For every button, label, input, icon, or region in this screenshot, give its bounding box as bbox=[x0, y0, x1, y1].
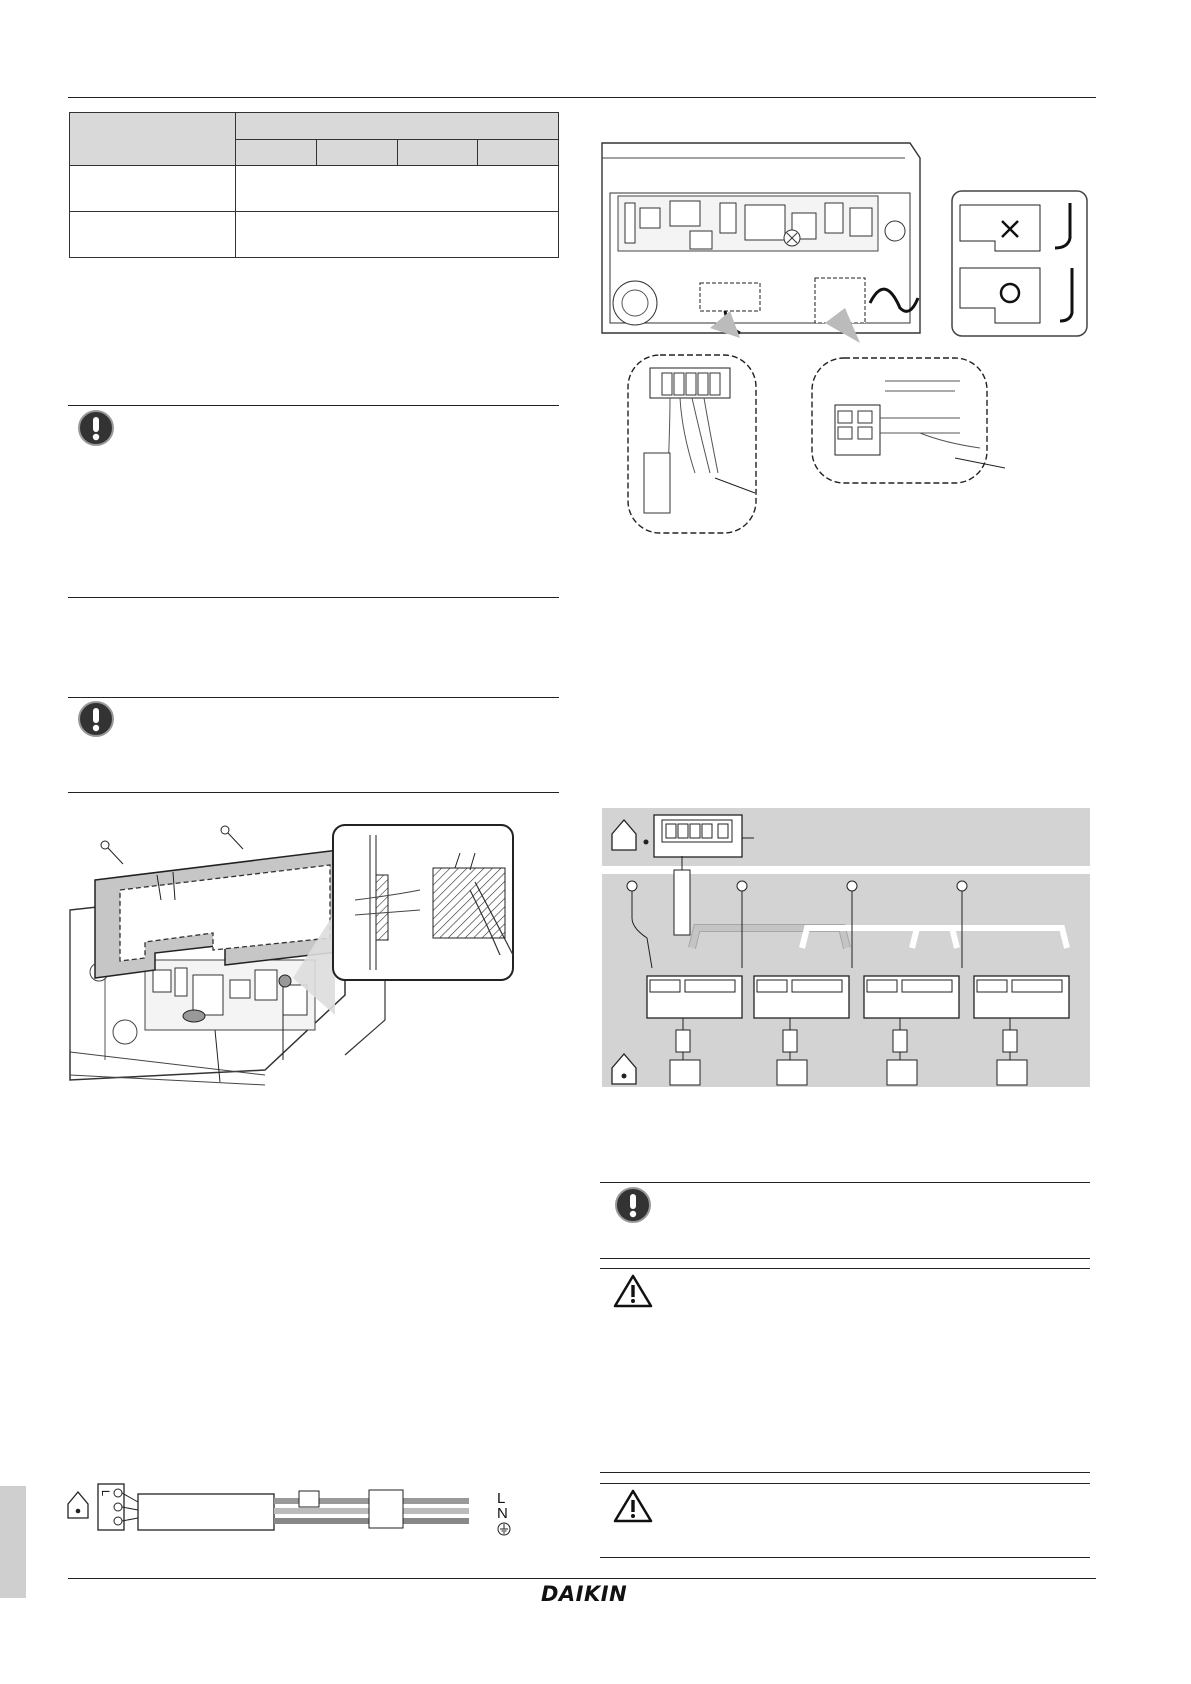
house-icon bbox=[68, 1492, 88, 1518]
notice-rule bbox=[68, 697, 559, 698]
svg-text:L: L bbox=[99, 1490, 111, 1497]
spec-table-col-header bbox=[397, 140, 478, 166]
spec-table-corner-header bbox=[70, 113, 236, 166]
notice-rule bbox=[600, 1182, 1090, 1183]
caution-triangle-icon bbox=[613, 1488, 653, 1524]
exclamation-circle-icon bbox=[77, 700, 115, 738]
switch-box-cover-illustration bbox=[65, 820, 565, 1085]
notice-rule bbox=[600, 1472, 1090, 1473]
footer-rule bbox=[68, 1578, 1096, 1579]
header-rule bbox=[68, 97, 1096, 98]
exclamation-circle-icon bbox=[614, 1186, 652, 1224]
chapter-side-tab bbox=[0, 1486, 26, 1598]
spec-table-col-header bbox=[478, 140, 559, 166]
spec-table-group-header bbox=[236, 113, 559, 140]
exclamation-circle-icon bbox=[77, 409, 115, 447]
line-label: L bbox=[497, 1490, 506, 1507]
notice-rule bbox=[600, 1268, 1090, 1269]
notice-rule bbox=[600, 1483, 1090, 1484]
system-wiring-diagram bbox=[602, 808, 1090, 1088]
notice-rule bbox=[68, 405, 559, 406]
notice-rule bbox=[600, 1557, 1090, 1558]
neutral-label: N bbox=[497, 1505, 508, 1522]
spec-table-row-header bbox=[70, 212, 236, 258]
spec-table-cell bbox=[236, 212, 559, 258]
spec-table-col-header bbox=[236, 140, 317, 166]
pcb-wiring-illustration bbox=[600, 133, 1090, 538]
notice-rule bbox=[68, 792, 559, 793]
spec-table bbox=[69, 112, 559, 258]
notice-rule bbox=[600, 1258, 1090, 1259]
power-supply-wiring-diagram bbox=[66, 1478, 516, 1538]
spec-table-cell bbox=[236, 166, 559, 212]
notice-rule bbox=[68, 597, 559, 598]
earth-symbol-icon bbox=[497, 1522, 511, 1536]
spec-table-col-header bbox=[316, 140, 397, 166]
daikin-logo: DAIKIN bbox=[541, 1582, 628, 1606]
spec-table-row-header bbox=[70, 166, 236, 212]
caution-triangle-icon bbox=[613, 1273, 653, 1309]
